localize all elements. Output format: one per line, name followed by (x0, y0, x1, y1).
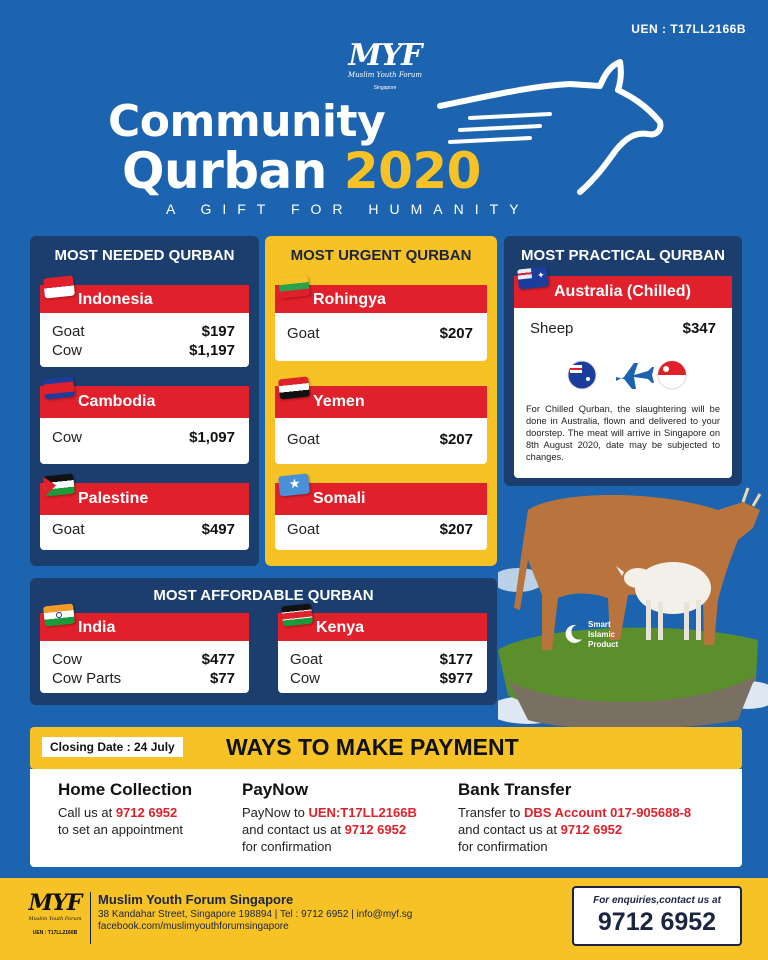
card-indonesia (40, 285, 249, 367)
card-title: Indonesia (40, 285, 249, 313)
smart-islamic-product-badge: Smart Islamic Product (588, 620, 619, 649)
list-item: Goat $497 (52, 521, 235, 538)
list-item: Goat $207 (287, 521, 473, 538)
enquiry-box: For enquiries,contact us at 9712 6952 (572, 886, 742, 946)
most-urgent-panel (265, 236, 497, 566)
footer-divider (90, 892, 91, 944)
list-item: Goat $207 (287, 325, 473, 342)
card-title: Australia (Chilled) (514, 276, 732, 308)
phone-link[interactable]: 9712 6952 (115, 805, 178, 820)
card-title: Kenya (278, 613, 487, 641)
most-affordable-title: MOST AFFORDABLE QURBAN (153, 587, 374, 604)
page-title-line1: Community (108, 96, 386, 147)
home-collection: Home Collection Call us at 9712 6952 to set an appointment (58, 780, 193, 837)
facebook-link[interactable]: facebook.com/muslimyouthforumsingapore (98, 921, 289, 932)
page-title-line2 (122, 142, 481, 200)
australia-to-singapore-icons (566, 357, 690, 393)
payment-title: WAYS TO MAKE PAYMENT (226, 734, 519, 760)
footer-logo: MYF Muslim Youth Forum UEN : T17LL2166B (28, 890, 82, 936)
closing-date: Closing Date : 24 July (42, 737, 183, 757)
list-item: Cow $1,097 (52, 429, 235, 446)
payment-methods (30, 769, 742, 867)
australia-flag-icon: ✦ (517, 266, 549, 289)
card-kenya (278, 613, 487, 693)
list-item: Goat $197 (52, 323, 235, 340)
logo-country: Singapore (373, 85, 397, 91)
indonesia-flag-icon (43, 275, 75, 298)
card-title: Rohingya (275, 285, 487, 313)
airplane-icon (616, 363, 654, 389)
payment-header (30, 727, 742, 769)
crescent-icon (562, 623, 584, 645)
card-somali (275, 475, 487, 550)
list-item: Goat $177 (290, 651, 473, 668)
most-practical-title: MOST PRACTICAL QURBAN (521, 247, 725, 264)
cambodia-flag-icon (43, 376, 75, 399)
paynow: PayNow PayNow to UEN:T17LL2166B and contact us at 9712 6952 for confirmation (242, 780, 417, 854)
uen-label: UEN : T17LL2166B (631, 22, 746, 36)
somalia-flag-icon: ★ (278, 473, 310, 496)
card-palestine (40, 483, 249, 550)
card-india (40, 613, 249, 693)
bank-transfer: Bank Transfer Transfer to DBS Account 017-905688-8 and contact us at 9712 6952 for confirmation (458, 780, 692, 854)
most-affordable-panel (30, 578, 497, 705)
list-item: Sheep $347 (530, 320, 716, 337)
card-yemen (275, 386, 487, 464)
card-title: Cambodia (40, 386, 249, 418)
title-qurban: Qurban (122, 142, 327, 200)
card-title: Yemen (275, 386, 487, 418)
title-year: 2020 (343, 142, 481, 200)
phone-link[interactable]: 9712 6952 (344, 822, 407, 837)
list-item: Cow $477 (52, 651, 235, 668)
logo-subtitle: Muslim Youth Forum (347, 71, 423, 79)
india-flag-icon (43, 603, 75, 626)
chilled-note: For Chilled Qurban, the slaughtering will be done in Australia, flown and delivered to your doorstep. The meat will arrive in Singapore on 8th August 2020, date may be subjected to changes. (526, 404, 720, 462)
yemen-flag-icon (278, 376, 310, 399)
kenya-flag-icon (281, 603, 313, 626)
logo-text: MYF (348, 38, 422, 73)
most-needed-panel (30, 236, 259, 566)
myanmar-flag-icon (278, 275, 310, 298)
phone-link[interactable]: 9712 6952 (560, 822, 623, 837)
palestine-flag-icon (43, 473, 75, 496)
singapore-flag-circle-icon (658, 361, 686, 389)
page-subtitle: A GIFT FOR HUMANITY (166, 201, 530, 217)
list-item: Cow Parts $77 (52, 670, 235, 687)
most-urgent-title: MOST URGENT QURBAN (290, 247, 472, 264)
footer (0, 878, 768, 960)
card-cambodia (40, 386, 249, 464)
card-title: Palestine (40, 483, 249, 515)
australia-flag-circle-icon (568, 361, 596, 389)
card-title: Somali (275, 483, 487, 515)
footer-contact-info: Muslim Youth Forum Singapore 38 Kandahar Street, Singapore 198894 | Tel : 9712 6952 | info@myf.sg facebook.com/muslimyouthforumsingapore (98, 892, 413, 932)
enquiry-phone[interactable]: 9712 6952 (597, 908, 717, 936)
most-needed-title: MOST NEEDED QURBAN (54, 247, 235, 264)
list-item: Cow $1,197 (52, 342, 235, 359)
card-rohingya (275, 285, 487, 361)
card-title: India (40, 613, 249, 641)
myf-logo (347, 38, 423, 91)
list-item: Goat $207 (287, 431, 473, 448)
list-item: Cow $977 (290, 670, 473, 687)
cow-and-sheep-illustration (498, 480, 768, 730)
